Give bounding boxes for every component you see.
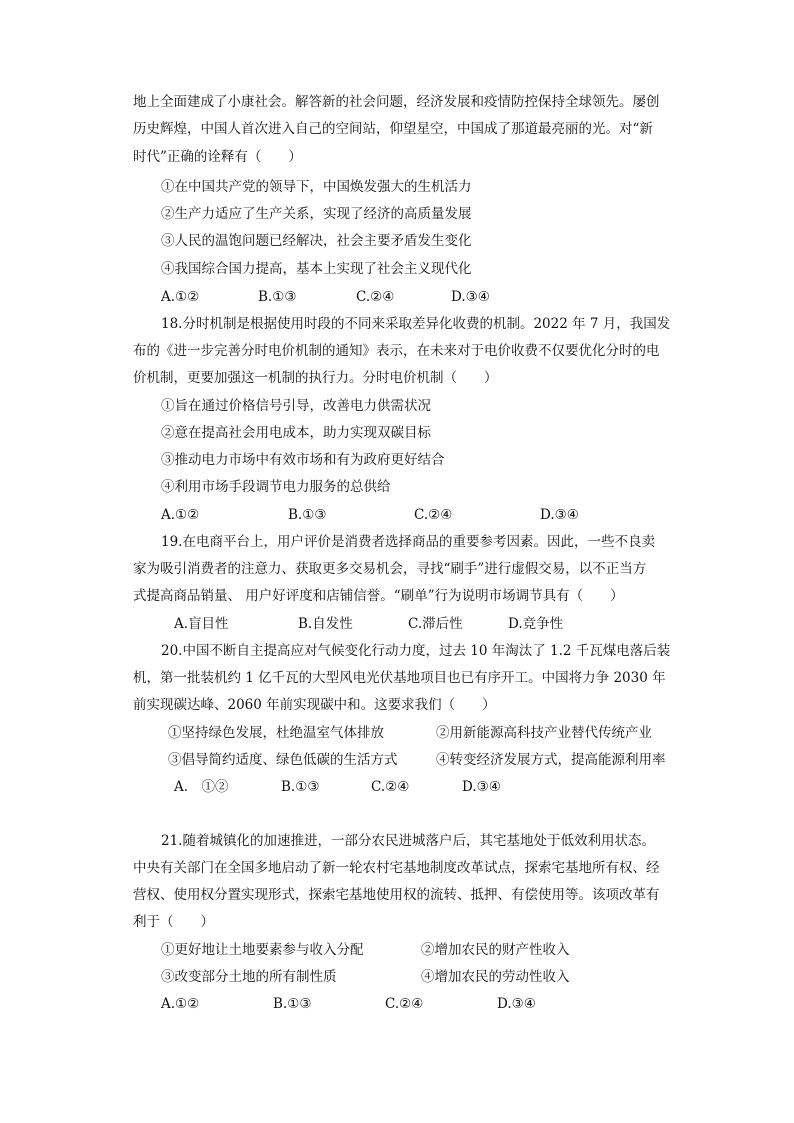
q20-choice-c: C.②④ (371, 779, 410, 795)
q21-choice-d: D.③④ (497, 996, 536, 1012)
q17-item-1: ①在中国共产党的领导下，中国焕发强大的生机活力 (161, 179, 472, 195)
q17-choice-b: B.①③ (258, 289, 297, 305)
q17-item-3: ③人民的温饱问题已经解决，社会主要矛盾发生变化 (161, 233, 472, 249)
q20-item-2: ②用新能源高科技产业替代传统产业 (436, 725, 652, 741)
q20-item-4: ④转变经济发展方式，提高能源利用率 (436, 752, 666, 768)
q17-choice-c: C.②④ (356, 289, 395, 305)
q19-choice-c: C.滞后性 (408, 616, 463, 632)
q18-stem-line-1: 18.分时机制是根据使用时段的不同来采取差异化收费的机制。2022 年 7 月，我国发 (161, 316, 671, 332)
q17-choice-a: A.①② (161, 289, 200, 305)
q18-item-2: ②意在提高社会用电成本，助力实现双碳目标 (161, 425, 431, 441)
q21-stem-line-2: 中央有关部门在全国多地启动了新一轮农村宅基地制度改革试点，探索宅基地所有权、经 (133, 860, 660, 876)
q20-stem-line-3: 前实现碳达峰、2060 年前实现碳中和。这要求我们（ ） (133, 697, 496, 713)
q20-choice-d: D.③④ (462, 779, 501, 795)
q21-stem-line-4: 利于（ ） (133, 914, 214, 930)
q20-item-3: ③倡导简约适度、绿色低碳的生活方式 (168, 752, 398, 768)
q20-item-1: ①坚持绿色发展，杜绝温室气体排放 (168, 725, 384, 741)
q20-stem-line-2: 机，第一批装机约 1 亿千瓦的大型风电光伏基地项目也已有序开工。中国将力争 2030 年 (133, 670, 666, 686)
q19-choice-d: D.竞争性 (508, 616, 564, 632)
q17-choice-d: D.③④ (451, 289, 490, 305)
q21-choice-b: B.①③ (273, 996, 312, 1012)
q17-item-4: ④我国综合国力提高，基本上实现了社会主义现代化 (161, 261, 472, 277)
q21-choice-c: C.②④ (385, 996, 424, 1012)
q19-stem-line-1: 19.在电商平台上，用户评价是消费者选择商品的重要参考因素。因此，一些不良卖 (161, 534, 655, 550)
q18-item-3: ③推动电力市场中有效市场和有为政府更好结合 (161, 452, 445, 468)
q17-stem-line-2: 历史辉煌，中国人首次进入自己的空间站，仰望星空，中国成了那道最亮丽的光。对“新 (133, 121, 653, 137)
q20-choice-b: B.①③ (281, 779, 320, 795)
q21-item-1: ①更好地让土地要素参与收入分配 (161, 942, 364, 958)
q18-choice-a: A.①② (161, 507, 200, 523)
q20-choice-a: A. ①② (174, 779, 229, 795)
q18-item-1: ①旨在通过价格信号引导，改善电力供需状况 (161, 398, 431, 414)
q21-choice-a: A.①② (161, 996, 200, 1012)
q20-stem-line-1: 20.中国不断自主提高应对气候变化行动力度，过去 10 年淘汰了 1.2 千瓦煤电落后装 (161, 643, 671, 659)
q19-choice-a: A.盲目性 (174, 616, 229, 632)
q18-choice-c: C.②④ (414, 507, 453, 523)
q21-item-3: ③改变部分土地的所有制性质 (161, 969, 337, 985)
q18-choice-b: B.①③ (288, 507, 327, 523)
q17-stem-line-1: 地上全面建成了小康社会。解答新的社会问题，经济发展和疫情防控保持全球领先。屡创 (133, 94, 660, 110)
q18-item-4: ④利用市场手段调节电力服务的总供给 (161, 479, 391, 495)
q19-stem-line-3: 式提高商品销量、 用户好评度和店铺信誉。“刷单”行为说明市场调节具有（ ） (133, 588, 624, 604)
q18-stem-line-3: 价机制，更要加强这一机制的执行力。分时电价机制（ ） (133, 370, 498, 386)
q21-item-4: ④增加农民的劳动性收入 (421, 969, 570, 985)
q19-choice-b: B.自发性 (298, 616, 353, 632)
q18-stem-line-2: 布的《进一步完善分时电价机制的通知》表示，在未来对于电价收费不仅要优化分时的电 (133, 343, 660, 359)
q21-stem-line-3: 营权、使用权分置实现形式，探索宅基地使用权的流转、抵押、有偿使用等。该项改革有 (133, 887, 660, 903)
q17-stem-line-3: 时代”正确的诠释有（ ） (133, 149, 302, 165)
q17-item-2: ②生产力适应了生产关系，实现了经济的高质量发展 (161, 206, 472, 222)
q18-choice-d: D.③④ (540, 507, 579, 523)
q21-item-2: ②增加农民的财产性收入 (421, 942, 570, 958)
q21-stem-line-1: 21.随着城镇化的加速推进，一部分农民进城落户后，其宅基地处于低效利用状态。 (161, 833, 655, 849)
q19-stem-line-2: 家为吸引消费者的注意力、获取更多交易机会，寻找“刷手”进行虚假交易，以不正当方 (133, 561, 647, 577)
